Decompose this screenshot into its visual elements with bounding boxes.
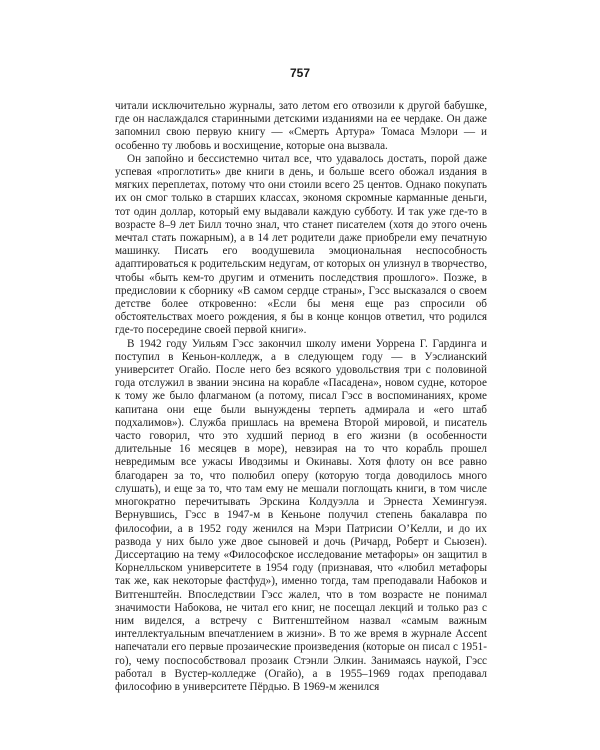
body-text: [115, 100, 487, 694]
paragraph-biography: В 1942 году Уильям Гэсс закончил школу имени Уорренa Г. Гардинга и поступил в Кеньон-колледж, а в следующем году — в Уэслианский университет Огайо. После него без всякого удовольствия три с половиной года отслужил в звании энсина на корабле «Пасадена», новом судне, которое к тому же было флагманом (а потому, писал Гэсс в воспоминаниях, кроме капитана они еще были вынуждены терпеть адмирала и «его штаб подхалимов»). Служба пришлась на времена Второй мировой, и писатель часто говорил, что это худший период в его жизни (в особенности длительные 16 месяцев в море), невзирая на то что корабль прошел невредимым все ужасы Иводзимы и Окинавы. Хотя флоту он все равно благодарен за то, что полюбил оперу (которую тогда доводилось много слушать), и еще за то, что там ему не мешали поглощать книги, в том числе многократно перечитывать Эрскина Колдуэлла и Эрнеста Хемингуэя. Вернувшись, Гэсс в 1947-м в Кеньоне получил степень бакалавра по философии, а в 1952 году женился на Мэри Патрисии О’Келли, и до их развода у них было уже двое сыновей и дочь (Ричард, Роберт и Сьюзен). Диссертацию на тему «Философское исследование метафоры» он защитил в Корнелльском университете в 1954 году (признавая, что «любил метафоры так же, как некоторые фастфуд»), именно тогда, там преподавали Набоков и Витгенштейн. Впоследствии Гэсс жалел, что в том возрасте не понимал значимости Набокова, не читал его книг, не посещал лекций и только раз с ним виделся, а встречу с Витгенштейном назвал «самым важным интеллектуальным впечатлением в жизни». В то же время в журнале Accent напечатали его первые прозаические произведения (которые он писал с 1951-го), чему поспособствовал прозаик Стэнли Элкин. Занимаясь наукой, Гэсс работал в Вустер-колледже (Огайо), а в 1955–1969 годах преподавал философию в университете Пёрдью. В 1969-м женился: [115, 337, 487, 693]
page-number: 757: [289, 66, 311, 80]
paragraph-reading: Он запойно и бессистемно читал все, что удавалось достать, порой даже успевая «проглотить» две книги в день, и больше всего обожал издания в мягких переплетах, потому что они стоили всего 25 центов. Однако покупать их он смог только в старших классах, экономя скромные карманные деньги, тот один доллар, который ему выдавали каждую субботу. И так уже где-то в возрасте 8–9 лет Билл точно знал, что станет писателем (хотя до этого очень мечтал стать пожарным), а в 14 лет родители даже приобрели ему печатную машинку. Писать его воодушевила эмоциональная неспособность адаптироваться к родительским недугам, от которых он улизнул в творчество, чтобы «быть кем-то другим и отменить последствия прошлого». Позже, в предисловии к сборнику «В самом сердце страны», Гэсс высказался о своем детстве более откровенно: «Если бы меня еще раз спросили об обстоятельствах моего рождения, я бы в конце концов ответил, что родился где-то посередине своей первой книги».: [115, 152, 487, 337]
paragraph-continued: читали исключительно журналы, зато летом его отвозили к другой бабушке, где он наслаждался старинными детскими изданиями на ее чердаке. Он даже запомнил свою первую книгу — «Смерть Артура» Томаса Мэлори — и особенно ту любовь и восхищение, которые она вызвала.: [115, 100, 487, 152]
